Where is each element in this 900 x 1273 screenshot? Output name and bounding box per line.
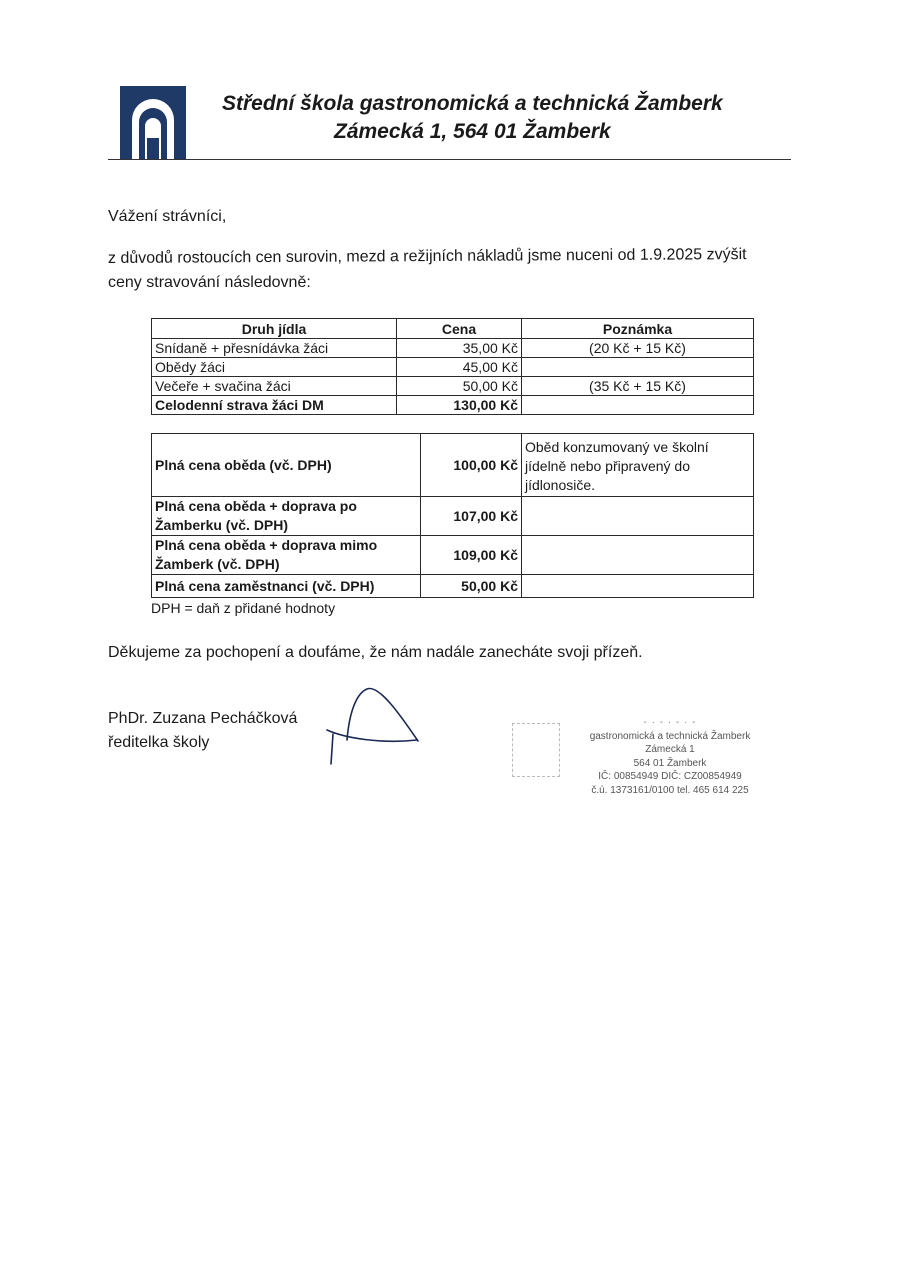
full-price-table (151, 433, 754, 598)
price-cell: 35,00 Kč (397, 339, 522, 358)
price-cell: 45,00 Kč (397, 358, 522, 377)
stamp-line: Zámecká 1 (645, 744, 695, 755)
dph-footnote: DPH = daň z přidané hodnoty (151, 600, 336, 616)
note-cell (522, 358, 754, 377)
handwritten-signature (325, 686, 425, 766)
student-price-table (151, 318, 754, 415)
intro-line-2: ceny stravování následovně: (108, 274, 311, 291)
meal-cell: Plná cena oběda + doprava mimo Žamberk (vč. DPH) (152, 536, 421, 575)
table-row (152, 396, 754, 415)
intro-line-1: z důvodů rostoucích cen surovin, mezd a režijních nákladů jsme nuceni od 1.9.2025 zvýšit (107, 246, 747, 267)
stamp-line: IČ: 00854949 DIČ: CZ00854949 (598, 771, 742, 782)
table-row (152, 377, 754, 396)
school-address: Zámecká 1, 564 01 Žamberk (334, 120, 611, 143)
table-row (152, 575, 754, 598)
note-cell (522, 396, 754, 415)
price-cell: 50,00 Kč (397, 377, 522, 396)
note-cell (522, 536, 754, 575)
note-cell (522, 575, 754, 598)
price-cell: 107,00 Kč (421, 497, 522, 536)
column-header-meal: Druh jídla (152, 319, 397, 339)
header-divider (108, 159, 791, 160)
meal-cell: Plná cena zaměstnanci (vč. DPH) (152, 575, 421, 598)
price-cell: 130,00 Kč (397, 396, 522, 415)
signer-role: ředitelka školy (108, 734, 210, 751)
school-stamp (570, 716, 770, 797)
table-row (152, 339, 754, 358)
meal-cell: Snídaně + přesnídávka žáci (152, 339, 397, 358)
column-header-note: Poznámka (522, 319, 754, 339)
table-row (152, 536, 754, 575)
stamp-line: 564 01 Žamberk (633, 757, 707, 769)
closing-thanks: Děkujeme za pochopení a doufáme, že nám nadále zanecháte svoji přízeň. (108, 644, 643, 661)
meal-cell: Plná cena oběda + doprava po Žamberku (vč. DPH) (152, 497, 421, 536)
table-row (152, 358, 754, 377)
note-cell: Oběd konzumovaný ve školní jídelně nebo připravený do jídlonosiče. (522, 434, 754, 497)
stamp-line: č.ú. 1373161/0100 tel. 465 614 225 (591, 784, 749, 796)
greeting: Vážení strávníci, (108, 208, 227, 225)
stamp-line: - · - · - · - (643, 717, 697, 728)
school-name: Střední škola gastronomická a technická Žamberk (222, 92, 723, 115)
price-cell: 50,00 Kč (421, 575, 522, 598)
price-cell: 100,00 Kč (421, 434, 522, 497)
price-cell: 109,00 Kč (421, 536, 522, 575)
meal-cell: Obědy žáci (152, 358, 397, 377)
stamp-line: gastronomická a technická Žamberk (589, 730, 751, 742)
column-header-price: Cena (397, 319, 522, 339)
table-row (152, 434, 754, 497)
meal-cell: Plná cena oběda (vč. DPH) (152, 434, 421, 497)
signer-name: PhDr. Zuzana Pecháčková (108, 710, 298, 727)
note-cell: (20 Kč + 15 Kč) (522, 339, 754, 358)
school-logo (120, 86, 186, 160)
table-row (152, 497, 754, 536)
note-cell (522, 497, 754, 536)
table-header-row (152, 319, 754, 339)
meal-cell: Celodenní strava žáci DM (152, 396, 397, 415)
stamp-emblem (512, 723, 560, 777)
meal-cell: Večeře + svačina žáci (152, 377, 397, 396)
note-cell: (35 Kč + 15 Kč) (522, 377, 754, 396)
